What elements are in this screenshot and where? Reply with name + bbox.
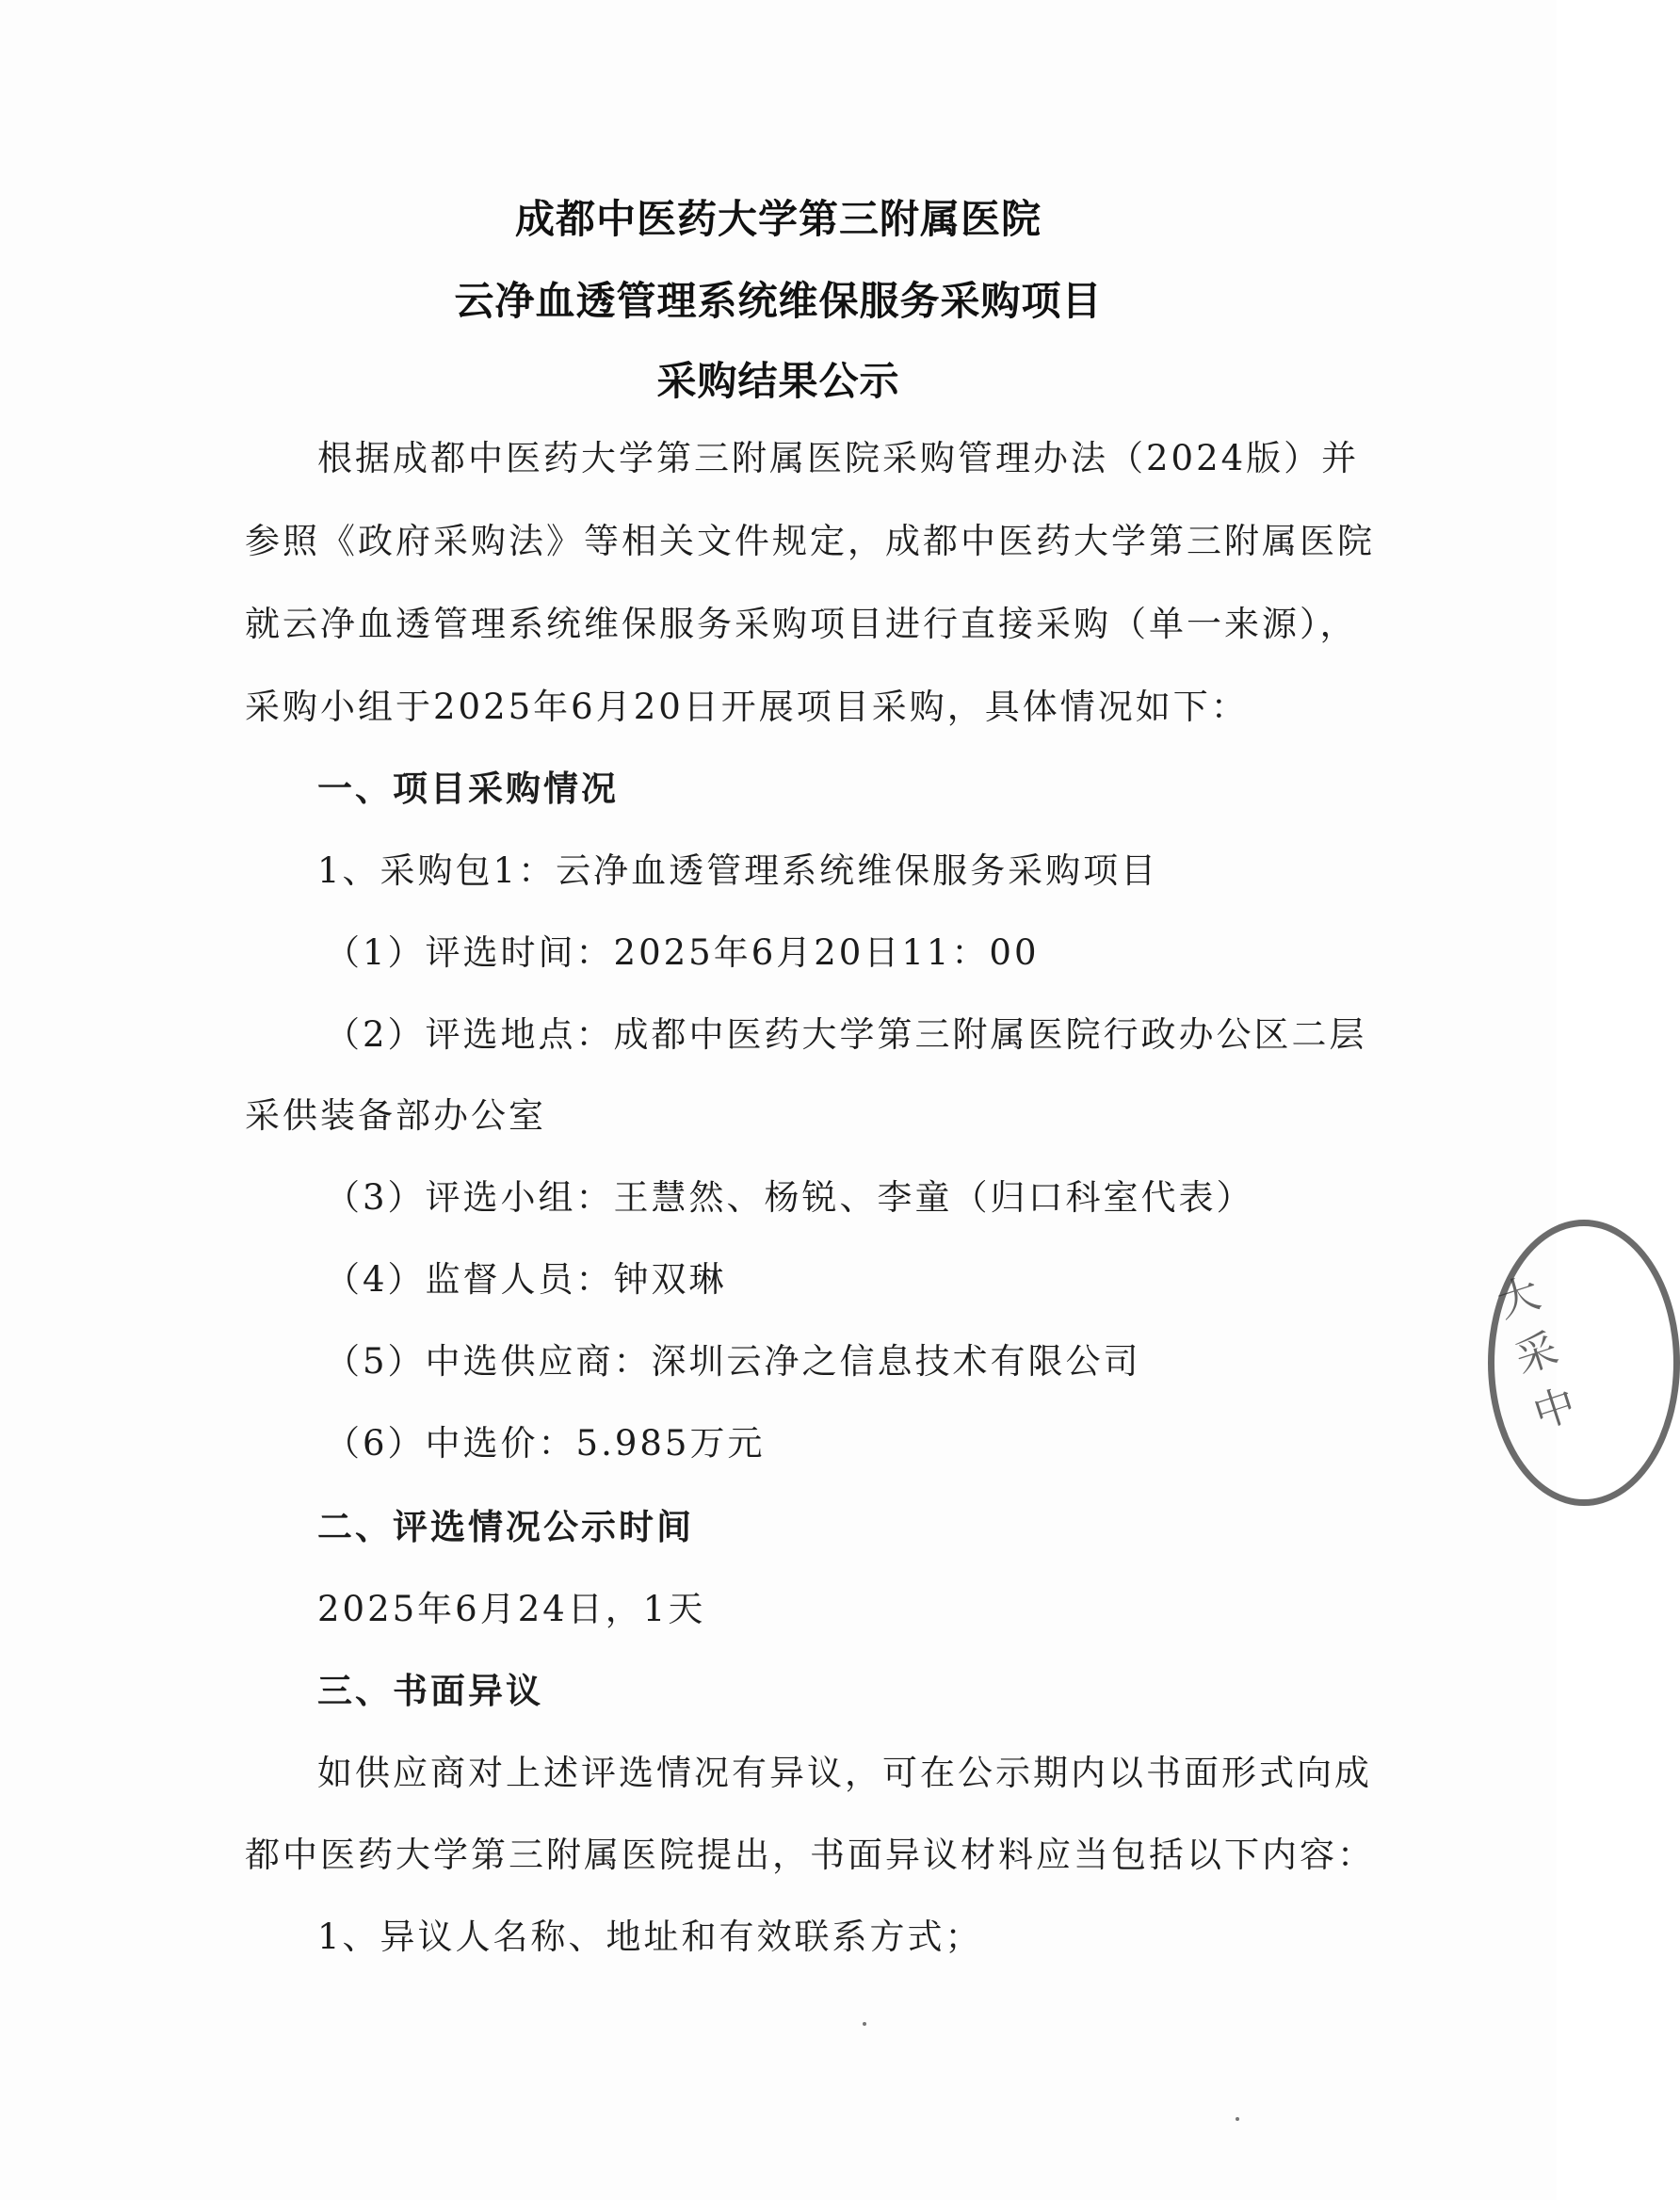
intro-line-3: 就云净血透管理系统维保服务采购项目进行直接采购（单一来源）， — [245, 604, 1358, 644]
scan-speck — [863, 2022, 866, 2026]
publicity-period: 2025年6月24日，1天 — [317, 1589, 706, 1629]
objection-line-3: 1、异议人名称、地址和有效联系方式； — [317, 1917, 983, 1957]
intro-line-4: 采购小组于2025年6月20日开展项目采购，具体情况如下： — [245, 687, 1249, 727]
item-selected-supplier: （5）中选供应商：深圳云净之信息技术有限公司 — [325, 1341, 1141, 1382]
scan-speck — [1236, 2117, 1239, 2121]
item-evaluation-time: （1）评选时间：2025年6月20日11：00 — [325, 932, 1040, 973]
item-supervisor: （4）监督人员：钟双琳 — [325, 1259, 727, 1300]
package-line: 1、采购包1：云净血透管理系统维保服务采购项目 — [317, 850, 1159, 891]
title-line-hospital: 成都中医药大学第三附属医院 — [514, 196, 1042, 242]
item-evaluation-location: （2）评选地点：成都中医药大学第三附属医院行政办公区二层 — [325, 1014, 1367, 1055]
section-3-heading: 三、书面异议 — [317, 1671, 543, 1711]
item-evaluation-group: （3）评选小组：王慧然、杨锐、李童（归口科室代表） — [325, 1177, 1254, 1218]
title-line-notice: 采购结果公示 — [656, 358, 900, 404]
section-2-heading: 二、评选情况公示时间 — [317, 1507, 694, 1547]
item-selected-price: （6）中选价：5.985万元 — [325, 1423, 766, 1464]
item-evaluation-location-cont: 采供装备部办公室 — [245, 1095, 546, 1136]
official-seal — [1488, 1220, 1680, 1506]
objection-line-2: 都中医药大学第三附属医院提出，书面异议材料应当包括以下内容： — [245, 1835, 1375, 1875]
official-seal-lettering: 大采中 — [1491, 1269, 1582, 1439]
intro-line-2: 参照《政府采购法》等相关文件规定，成都中医药大学第三附属医院 — [245, 521, 1375, 561]
title-line-project: 云净血透管理系统维保服务采购项目 — [454, 278, 1103, 324]
objection-line-1: 如供应商对上述评选情况有异议，可在公示期内以书面形式向成 — [317, 1753, 1372, 1793]
section-1-heading: 一、项目采购情况 — [317, 768, 619, 809]
intro-line-1: 根据成都中医药大学第三附属医院采购管理办法（2024版）并 — [317, 438, 1360, 478]
